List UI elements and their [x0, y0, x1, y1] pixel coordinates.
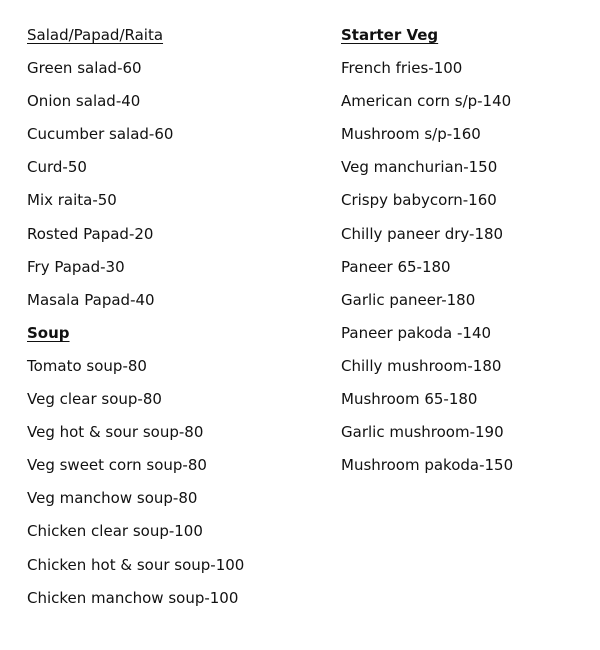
menu-item: French fries-100 [341, 59, 463, 78]
menu-item: Chicken manchow soup-100 [27, 588, 239, 607]
soup-heading: Soup [27, 323, 70, 342]
menu-item: Fry Papad-30 [27, 257, 125, 276]
menu-item: Chilly paneer dry-180 [341, 224, 504, 243]
menu-item: Veg manchurian-150 [341, 158, 498, 177]
menu-item: Mushroom pakoda-150 [341, 456, 514, 475]
menu-item: Garlic mushroom-190 [341, 423, 504, 442]
menu-item: Paneer 65-180 [341, 257, 451, 276]
starter-veg-heading: Starter Veg [341, 26, 439, 44]
menu-item: Onion salad-40 [27, 92, 141, 111]
menu-item: Veg hot & sour soup-80 [27, 423, 204, 442]
left-column [27, 27, 327, 623]
menu-item: Green salad-60 [27, 59, 142, 78]
menu-item: Mushroom s/p-160 [341, 125, 481, 144]
menu-item: Masala Papad-40 [27, 290, 155, 309]
right-column [341, 27, 591, 490]
menu-item: American corn s/p-140 [341, 92, 512, 111]
menu-item: Garlic paneer-180 [341, 290, 476, 309]
menu-item: Mix raita-50 [27, 191, 117, 210]
menu-item: Curd-50 [27, 158, 87, 177]
menu-item: Mushroom 65-180 [341, 390, 478, 409]
menu-item: Chilly mushroom-180 [341, 356, 502, 375]
menu-item: Crispy babycorn-160 [341, 191, 497, 210]
menu-item: Veg manchow soup-80 [27, 489, 198, 508]
menu-item: Tomato soup-80 [27, 356, 147, 375]
salad-papad-raita-heading: Salad/Papad/Raita [27, 26, 164, 44]
menu-item: Chicken hot & sour soup-100 [27, 555, 245, 574]
menu-item: Rosted Papad-20 [27, 224, 154, 243]
menu-item: Chicken clear soup-100 [27, 522, 203, 541]
menu-item: Paneer pakoda -140 [341, 323, 492, 342]
menu-item: Veg clear soup-80 [27, 390, 162, 409]
menu-item: Cucumber salad-60 [27, 125, 174, 144]
menu-item: Veg sweet corn soup-80 [27, 456, 207, 475]
